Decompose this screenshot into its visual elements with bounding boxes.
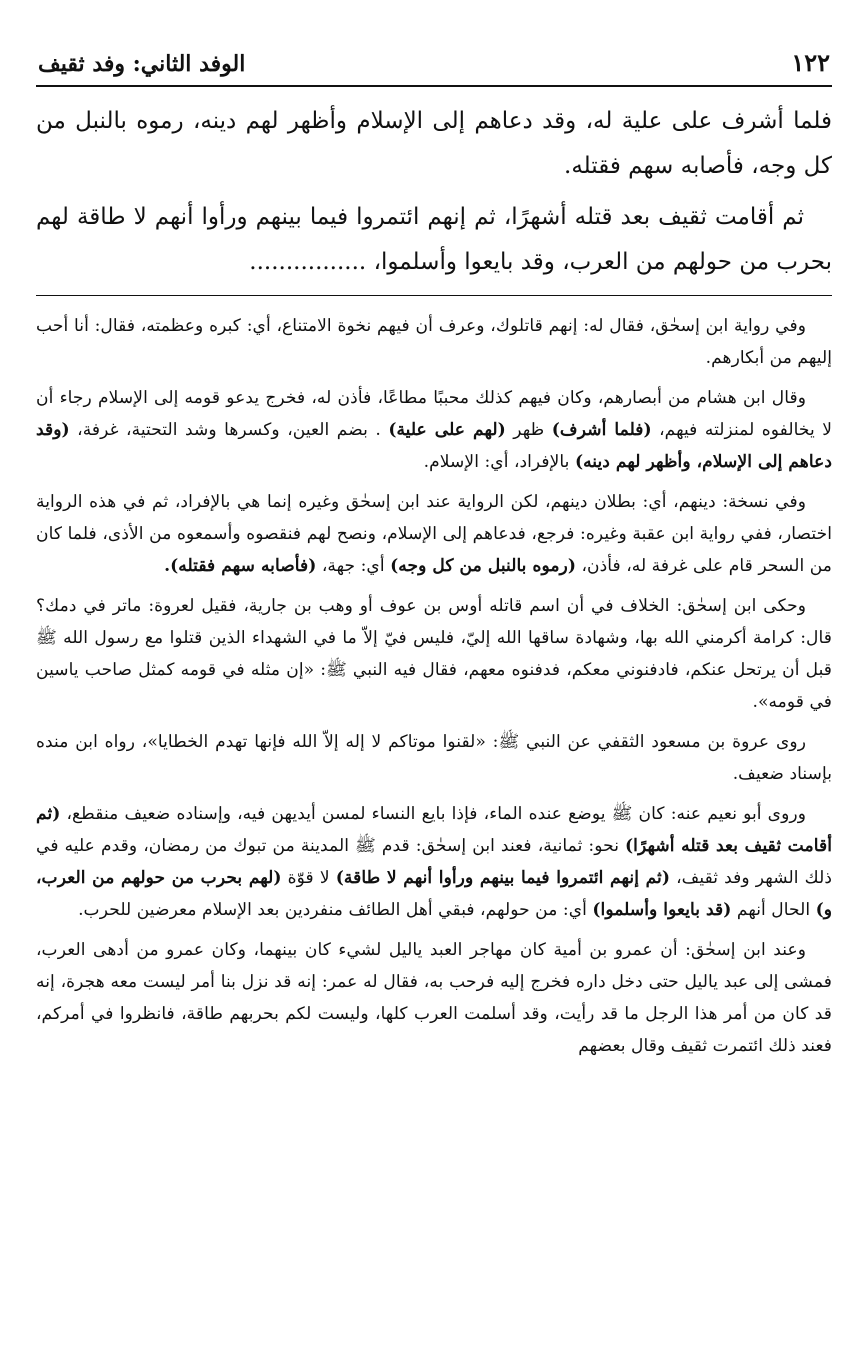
book-page: [36, 48, 832, 1335]
quoted-matn: (قد بايعوا وأسلموا): [592, 900, 732, 920]
commentary-text: . بضم العين، وكسرها وشد التحتية، غرفة،: [77, 420, 381, 440]
commentary-paragraph: [36, 798, 832, 926]
main-paragraph-text: ثم أقامت ثقيف بعد قتله أشهرًا، ثم إنهم ائتمروا فيما بينهم ورأوا أنهم لا طاقة لهم بحرب من حولهم من العرب، وقد بايعوا وأسلموا،: [36, 204, 832, 275]
separator-rule: [36, 295, 832, 296]
commentary-paragraph: وفي رواية ابن إسحٰق، فقال له: إنهم قاتلوك، وعرف أن فيهم نخوة الامتناع، أي: كبره وعظمته، فقال: أنا أحب إليهم من أبكارهم.: [36, 316, 832, 368]
main-paragraph: [36, 195, 832, 285]
commentary-text: وروى أبو نعيم عنه: كان ﷺ يوضع عنده الماء، فإذا بايع النساء لمسن أيديهن فيه، وإسناده ضعيف منقطع،: [66, 804, 807, 824]
page-number: ١٢٢: [791, 48, 830, 77]
quoted-matn: (فأصابه سهم فقتله).: [164, 556, 317, 576]
main-paragraph: فلما أشرف على علية له، وقد دعاهم إلى الإسلام وأظهر لهم دينه، رموه بالنبل من كل وجه، فأصابه سهم فقتله.: [36, 108, 832, 179]
commentary-text: لا قوّة: [287, 868, 330, 888]
quoted-matn: (ثم إنهم ائتمروا فيما بينهم ورأوا أنهم لا طاقة): [335, 868, 670, 888]
commentary-text: نحو: ثمانية، فعند ابن إسحٰق: قدم ﷺ المدينة من تبوك من رمضان، وقدم عليه في ذلك الشهر وفد ثقيف،: [36, 836, 833, 888]
commentary-text: أي: من حولهم، فبقي أهل الطائف منفردين بعد الإسلام معرضين للحرب.: [78, 900, 587, 920]
commentary-paragraph: [36, 486, 832, 582]
commentary-text: الحال أنهم: [736, 900, 811, 920]
quoted-matn: (فلما أشرف): [551, 420, 652, 440]
quoted-matn: (ثم أقامت ثقيف بعد قتله أشهرًا): [36, 804, 832, 856]
commentary-text: أي: جهة،: [321, 556, 385, 576]
commentary-paragraph: روى عروة بن مسعود الثقفي عن النبي ﷺ: «لقنوا موتاكم لا إله إلاّ الله فإنها تهدم الخطايا»، رواه ابن منده بإسناد ضعيف.: [36, 732, 832, 784]
commentary-paragraph: وعند ابن إسحٰق: أن عمرو بن أمية كان مهاجر العبد ياليل لشيء كان بينهما، وكان عمرو من أدهى العرب، فمشى إلى عبد ياليل حتى دخل داره فخرج إليه فرحب به، فقال له عمر: إنه قد نزل بنا أمر ليست معه هجرة، إنه قد كان من أمر هذا الرجل ما قد رأيت، وقد أسلمت العرب كلها، وليست لكم بحربهم طاقة، فانظروا في أمركم، فعند ذلك ائتمرت ثقيف وقال بعضهم: [36, 940, 832, 1056]
page-header: [36, 48, 832, 87]
commentary: [36, 310, 832, 1062]
commentary-text: وقال ابن هشام من أبصارهم، وكان فيهم كذلك محببًا مطاعًا، فأذن له، فخرج يدعو قومه إلى الإسلام رجاء أن لا يخالفوه لمنزلته فيهم،: [36, 388, 832, 440]
commentary-paragraph: [36, 382, 832, 478]
main-text: [36, 99, 832, 285]
commentary-text: بالإفراد، أي: الإسلام.: [423, 452, 570, 472]
running-title: الوفد الثاني: وفد ثقيف: [38, 51, 246, 77]
ellipsis-dots: ................: [249, 249, 367, 275]
commentary-paragraph: وحكى ابن إسحٰق: الخلاف في أن اسم قاتله أوس بن عوف أو وهب بن جارية، فقيل لعروة: ماتر في دمك؟ قال: كرامة أكرمني الله بها، وشهادة ساقها الله إليّ، فليس فيّ إلاّ ما في الشهداء الذين قتلوا مع رسول الله ﷺ قبل أن يرتحل عنكم، فادفنوني معكم، فدفنوه معهم، فقال فيه النبي ﷺ: «إن مثله في قومه كمثل صاحب ياسين في قومه».: [36, 596, 832, 712]
commentary-text: ظهر: [513, 420, 545, 440]
quoted-matn: (لهم على علية): [388, 420, 506, 440]
quoted-matn: (لهم بحرب من حولهم من العرب، و): [36, 868, 832, 920]
quoted-matn: (وقد دعاهم إلى الإسلام، وأظهر لهم دينه): [36, 420, 832, 472]
commentary-text: وفي نسخة: دينهم، أي: بطلان دينهم، لكن الرواية عند ابن إسحٰق وغيره إنما هي بالإفراد، ثم في هذه الرواية اختصار، ففي رواية ابن عقبة وغيره: فرجع، فدعاهم إلى الإسلام، ونصح لهم فنقصوه وأسمعوه من الأذى، فلما كان من السحر قام على غرفة له، فأذن،: [36, 492, 832, 576]
quoted-matn: (رموه بالنبل من كل وجه): [390, 556, 576, 576]
